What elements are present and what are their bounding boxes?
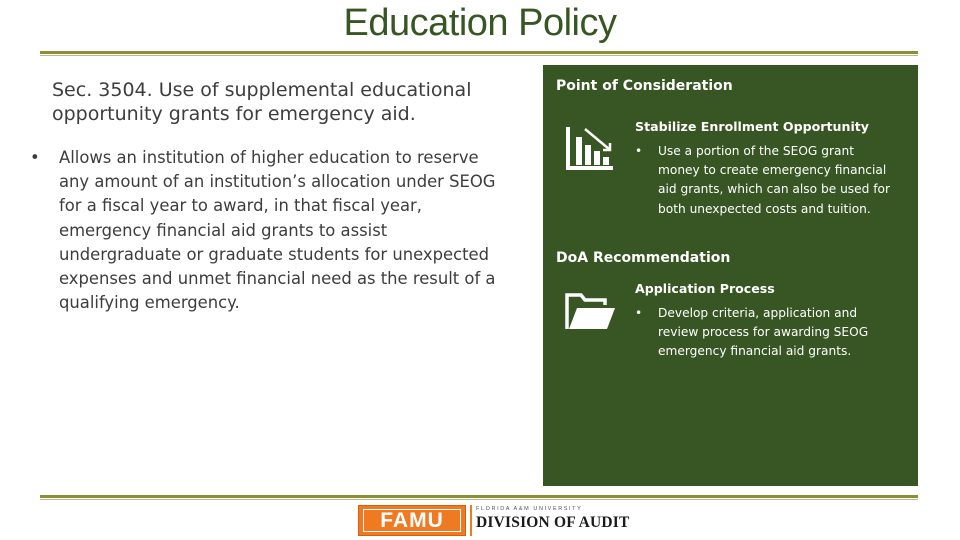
consideration-heading: Point of Consideration: [556, 78, 733, 94]
consideration-panel: [543, 65, 918, 486]
list-item: [30, 146, 500, 315]
bullet-marker: •: [635, 144, 643, 158]
recommendation-bullet: Develop criteria, application and review process for awarding SEOG emergency financial aid grants.: [658, 306, 869, 359]
division-name: DIVISION OF AUDIT: [476, 514, 630, 531]
famu-logo-box: [358, 505, 466, 536]
famu-division-of-audit-logo: [358, 505, 662, 536]
title-divider: [40, 51, 918, 54]
recommendation-heading: DoA Recommendation: [556, 250, 731, 266]
famu-logo-text: FAMU: [363, 509, 461, 532]
footer-divider-thin: [40, 499, 918, 500]
footer-divider: [40, 495, 918, 498]
list-item: [635, 304, 897, 362]
page-title: Education Policy: [343, 2, 617, 44]
list-item: [635, 142, 897, 219]
consideration-bullet: Use a portion of the SEOG grant money to create emergency financial aid grants, which can also be used for both unexpected costs and tuition.: [658, 144, 891, 216]
logo-separator: [470, 505, 472, 536]
university-name: FLORIDA A&M UNIVERSITY: [476, 506, 583, 512]
bullet-marker: •: [635, 306, 643, 320]
chart-decline-icon: [565, 125, 615, 171]
bullet-marker: •: [30, 148, 40, 167]
recommendation-subheading: Application Process: [635, 281, 775, 296]
section-heading: Sec. 3504. Use of supplemental educational opportunity grants for emergency aid.: [52, 79, 472, 125]
bullet-text: Allows an institution of higher education to reserve any amount of an institution’s allocation under SEOG for a fiscal year to award, in that fiscal year, emergency financial aid grants to assist undergraduate or graduate students for unexpected expenses and unmet financial need as the result of a qualifying emergency.: [59, 148, 496, 313]
folder-icon: [565, 293, 617, 331]
consideration-subheading: Stabilize Enrollment Opportunity: [635, 119, 870, 134]
title-divider-thin: [40, 55, 918, 56]
